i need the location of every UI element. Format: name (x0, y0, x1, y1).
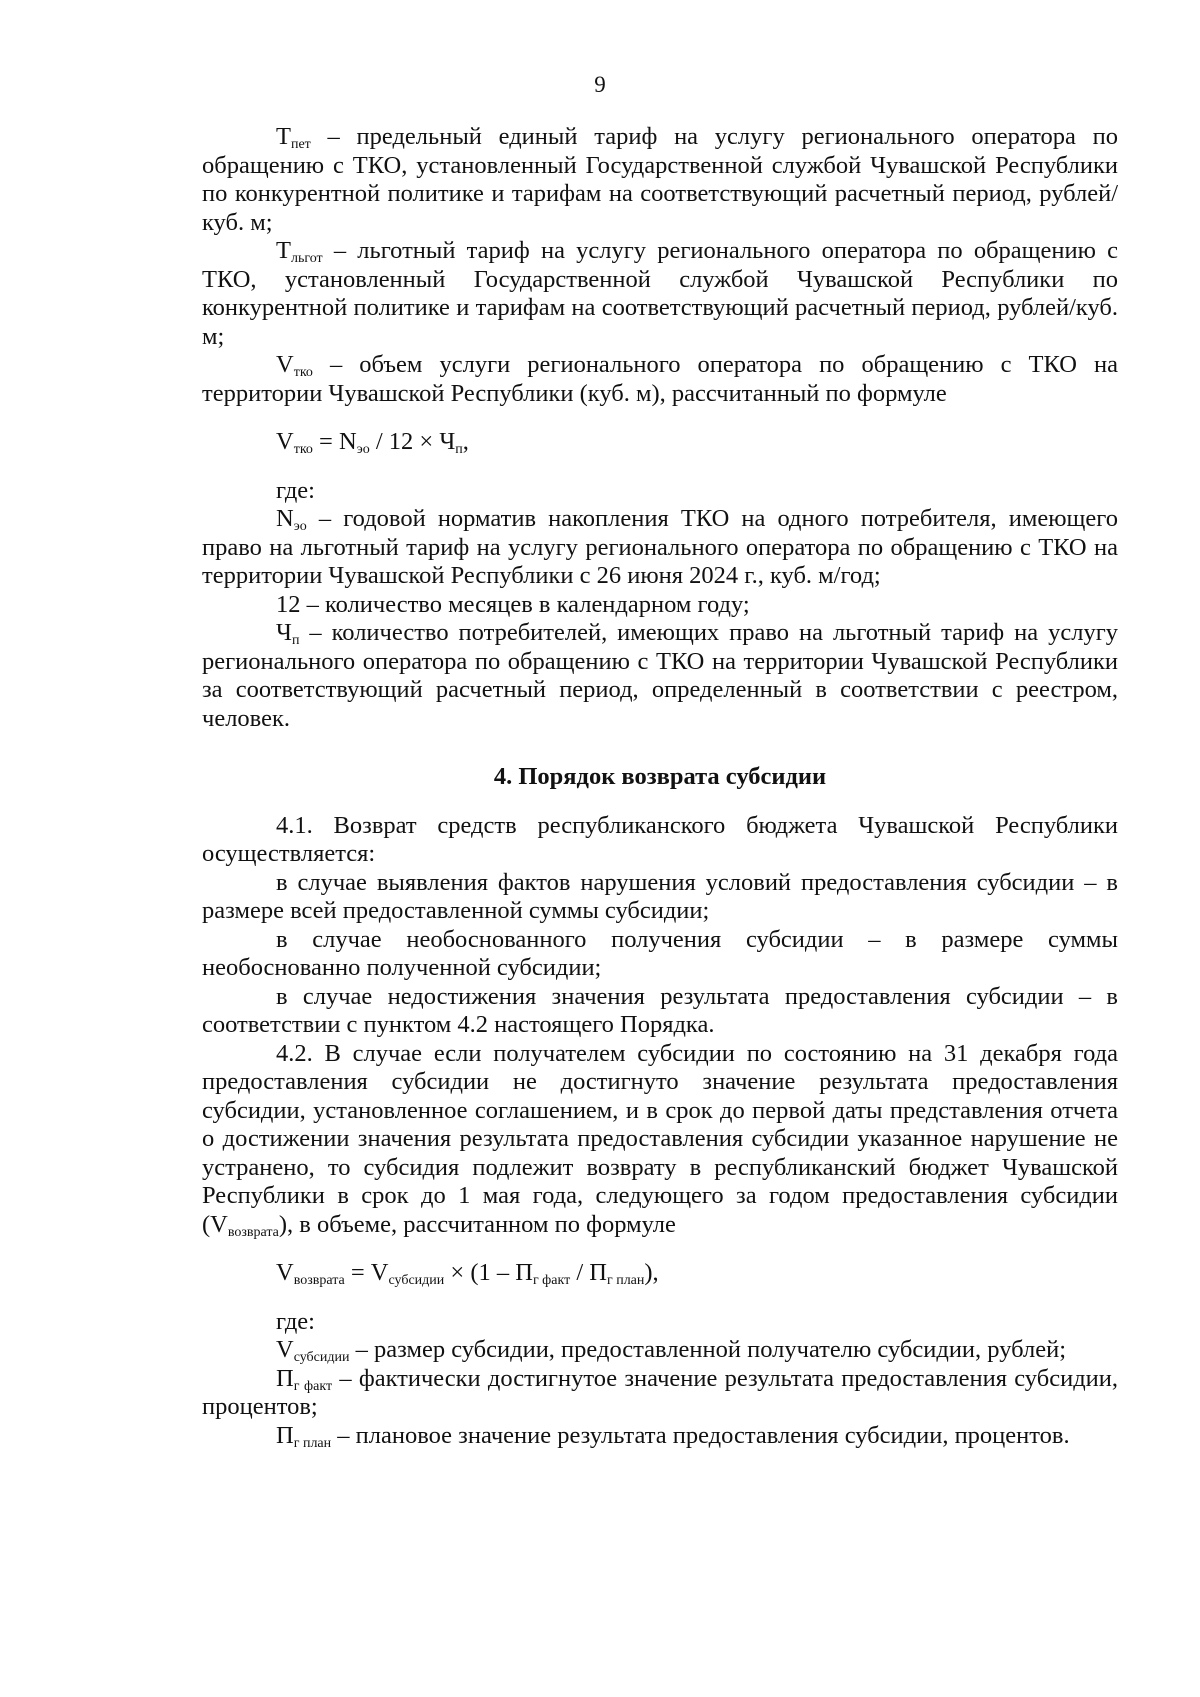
definition-12 (202, 591, 1118, 620)
paragraph-text: 4.2. В случае если получателем субсидии по состоянию на 31 декабря года предоставления субсидии не достигнуто значение результата предоставления субсидии, установленное соглашением, и в срок до первой даты представления отчета о достижении значения результата предоставления субсидии указанное нарушение не устранено, то субсидия подлежит возврату в республиканский бюджет Чувашской Республики в срок до 1 мая года, следующего за годом предоставления субсидии (V (202, 1039, 1118, 1238)
definition-text: – объем услуги регионального оператора по обращению с ТКО на территории Чувашской Республики (куб. м), рассчитанный по формуле (202, 351, 1118, 407)
page-number: 9 (594, 72, 606, 97)
symbol-subscript: субсидии (293, 1350, 350, 1365)
formula-part: ), (644, 1259, 659, 1286)
symbol: П (276, 1421, 294, 1449)
where-label: где: (276, 476, 315, 504)
formula-part: / 12 × Ч (369, 428, 456, 455)
symbol: Т (276, 237, 291, 264)
definition-ch-p (202, 619, 1118, 733)
symbol-subscript: льгот (290, 251, 323, 266)
formula-symbol: V (276, 428, 294, 455)
formula-part: = N (312, 428, 357, 455)
definition-v-tko (202, 351, 1118, 408)
formula-symbol: V (276, 1259, 294, 1286)
symbol: Ч (276, 619, 292, 646)
paragraph-4-2 (202, 1040, 1118, 1240)
symbol: N (276, 505, 294, 532)
symbol-subscript: п (291, 633, 300, 648)
formula-part: / П (570, 1259, 607, 1286)
formula-part: = V (344, 1259, 389, 1286)
definition-text: – количество потребителей, имеющих право на льготный тариф на услугу регионального оператора по обращению с ТКО на территории Чувашской Республики за соответствующий расчетный период, определенный в соответствии с реестром, человек. (202, 619, 1118, 732)
definition-text: – льготный тариф на услугу регионального оператора по обращению с ТКО, установленный Государственной службой Чувашской Республики по конкурентной политике и тарифам на соответствующий расчетный период, рублей/куб. м; (202, 237, 1118, 350)
paragraph-case-unjustified: в случае необоснованного получения субсидии – в размере суммы необоснованно полученной субсидии; (202, 925, 1118, 981)
formula-subscript: п (455, 442, 463, 457)
symbol-subscript: г план (293, 1435, 332, 1451)
formula-subscript: г факт (532, 1273, 571, 1288)
paragraph-case-not-achieved: в случае недостижения значения результата предоставления субсидии – в соответствии с пунктом 4.2 настоящего Порядка. (202, 982, 1118, 1038)
symbol: Т (276, 123, 291, 150)
formula-subscript: г план (606, 1273, 645, 1288)
symbol-subscript: пет (290, 137, 311, 152)
definition-n-eo (202, 505, 1118, 591)
section-heading: 4. Порядок возврата субсидии (493, 763, 827, 790)
paragraph-text: ), в объеме, рассчитанном по формуле (278, 1210, 676, 1238)
formula-v-tko (202, 428, 1118, 457)
formula-subscript: тко (293, 442, 313, 457)
definition-text: – плановое значение результата предоставления субсидии, процентов. (331, 1421, 1070, 1449)
definition-text: 12 – количество месяцев в календарном году; (276, 590, 750, 618)
definition-text: – предельный единый тариф на услугу регионального оператора по обращению с ТКО, установленный Государственной службой Чувашской Республики по конкурентной политике и тарифам на соответствующий расчетный период, рублей/куб. м; (202, 123, 1118, 236)
symbol: V (276, 1336, 294, 1363)
formula-subscript: возврата (293, 1273, 345, 1288)
definition-v-subsidii (202, 1336, 1118, 1365)
formula-subscript: эо (356, 442, 370, 457)
definition-text: – фактически достигнутое значение результата предоставления субсидии, процентов; (202, 1364, 1119, 1420)
formula-v-vozvrata (202, 1259, 1118, 1288)
document-body (202, 123, 1118, 1450)
symbol-subscript: г факт (293, 1378, 333, 1394)
formula-subscript: субсидии (388, 1273, 445, 1288)
paragraph-case-violation: в случае выявления фактов нарушения условий предоставления субсидии – в размере всей предоставленной суммы субсидии; (202, 868, 1118, 924)
definition-text: – годовой норматив накопления ТКО на одного потребителя, имеющего право на льготный тариф на услугу регионального оператора по обращению с ТКО на территории Чувашской Республики с 26 июня 2024 г., куб. м/год; (202, 505, 1118, 589)
definition-text: – размер субсидии, предоставленной получателю субсидии, рублей; (349, 1336, 1067, 1363)
symbol: П (276, 1364, 294, 1392)
definition-p-plan (202, 1422, 1118, 1451)
symbol-subscript: эо (293, 519, 307, 534)
symbol-subscript: возврата (227, 1224, 279, 1240)
formula-part: , (462, 428, 469, 455)
symbol-subscript: тко (293, 365, 313, 380)
definition-t-pet (202, 123, 1118, 237)
symbol: V (276, 351, 294, 378)
paragraph-4-1: 4.1. Возврат средств республиканского бюджета Чувашской Республики осуществляется: (202, 811, 1118, 867)
definition-t-lgot (202, 237, 1118, 351)
formula-part: × (1 – П (444, 1259, 533, 1286)
where-label: где: (276, 1307, 315, 1335)
definition-p-fakt (202, 1365, 1118, 1422)
